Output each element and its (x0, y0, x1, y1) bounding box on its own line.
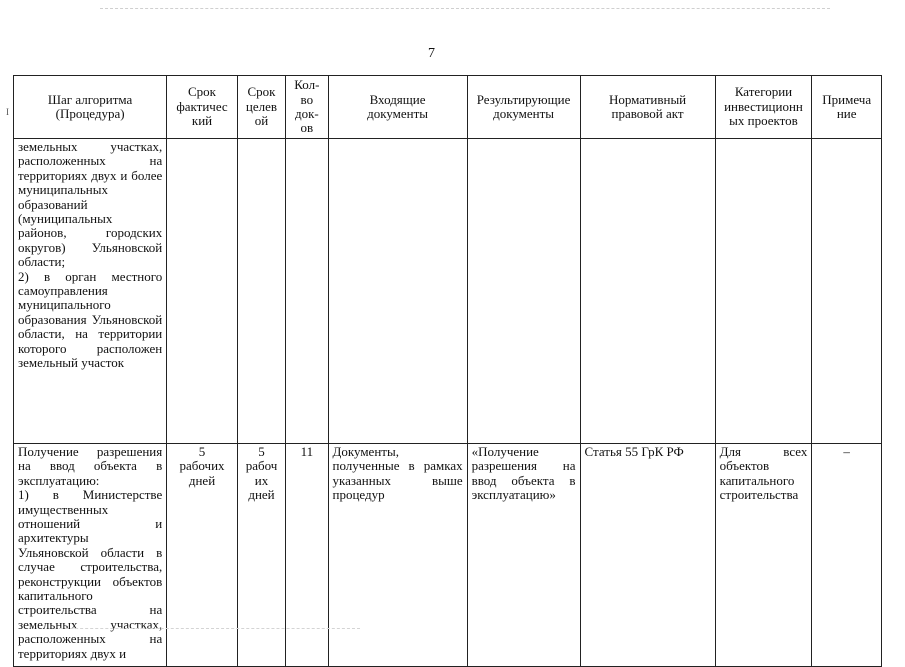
header-doc-count: Кол-во док-ов (286, 76, 328, 139)
header-actual-term: Срок фактичес кий (167, 76, 238, 139)
cell-categories (715, 139, 812, 444)
cell-doc-count (286, 139, 328, 444)
cell-legal-act: Статья 55 ГрК РФ (580, 444, 715, 667)
cell-target-term: 5 рабоч их дней (237, 444, 285, 667)
header-categories: Категории инвестиционн ых проектов (715, 76, 812, 139)
table-row (14, 139, 882, 444)
cell-categories: Для всех объектов капитального строительства (715, 444, 812, 667)
cell-incoming-docs (328, 139, 467, 444)
procedure-table (13, 75, 882, 667)
table-header-row (14, 76, 882, 139)
header-legal-act: Нормативный правовой акт (580, 76, 715, 139)
header-incoming-docs: Входящие документы (328, 76, 467, 139)
scan-artifact-bottom (60, 628, 360, 629)
cell-note: – (812, 444, 882, 667)
cell-incoming-docs: Документы, полученные в рамках указанных выше процедур (328, 444, 467, 667)
cell-actual-term: 5 рабочих дней (167, 444, 238, 667)
cell-actual-term (167, 139, 238, 444)
header-note: Примеча ние (812, 76, 882, 139)
cell-legal-act (580, 139, 715, 444)
cell-resulting-docs (467, 139, 580, 444)
cell-resulting-docs: «Получение разрешения на ввод объекта в эксплуатацию» (467, 444, 580, 667)
cell-doc-count: 11 (286, 444, 328, 667)
header-target-term: Срок целев ой (237, 76, 285, 139)
cell-step: Получение разрешения на ввод объекта в эксплуатацию: 1) в Министерстве имущественных отношений и архитектуры Ульяновской области в случае строительства, реконструкции объектов капитального строительства на земельных участках, расположенных на территориях двух и (14, 444, 167, 667)
header-resulting-docs: Результирующие документы (467, 76, 580, 139)
cell-note (812, 139, 882, 444)
cell-step: земельных участках, расположенных на территориях двух и более муниципальных образований (муниципальных районов, городских округов) Ульяновской области; 2) в орган местного самоуправления муниципального образования Ульяновской области, на территории которого расположен земельный участок (14, 139, 167, 444)
margin-mark: I (6, 107, 9, 117)
page-number: 7 (428, 46, 435, 61)
scan-artifact-top (100, 8, 830, 9)
table-row (14, 444, 882, 667)
cell-target-term (237, 139, 285, 444)
header-step: Шаг алгоритма (Процедура) (14, 76, 167, 139)
